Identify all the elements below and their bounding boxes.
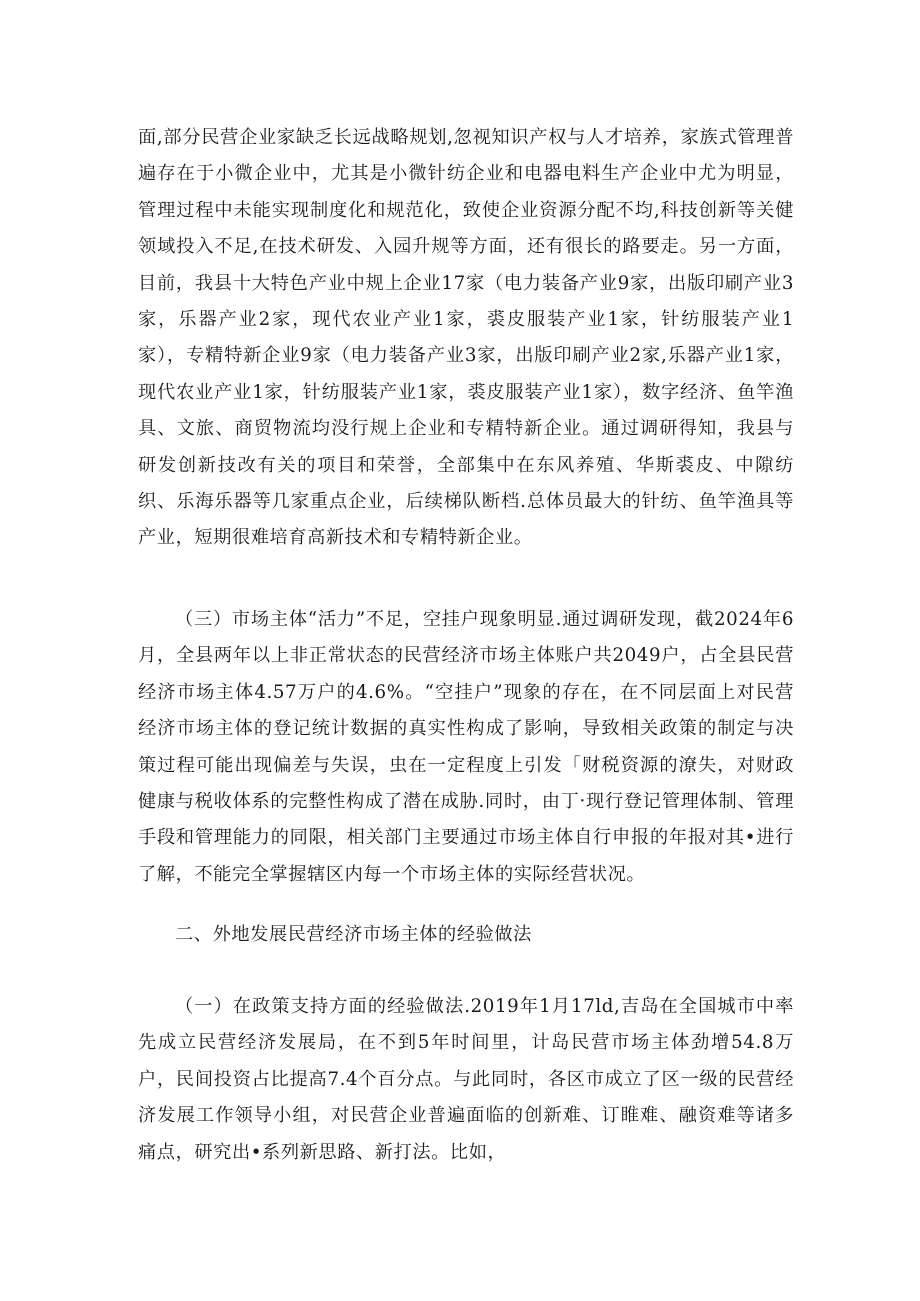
paragraph-1: 面,部分民营企业家缺乏长远战略规划,忽视知识产权与人才培养，家族式管理普遍存在于小微企业中，尤其是小微针纺企业和电器电料生产企业中尤为明显，管理过程中未能实现制度化和规范化，致使企业资源分配不均,科技创新等关健领域投入不足,在技术研发、入园升规等方面，还有很长的路要走。另一方面，目前，我县十大特色产业中规上企业17家（电力装备产业9家，出版印刷产业3家，乐器产业2家，现代农业产业1家，裘皮服装产业1家，针纺服装产业1家），专精特新企业9家（电力装备产业3家，出版印刷产业2家,乐器产业1家，现代农业产业1家，针纺服装产业1家，裘皮服装产业1家），数字经济、鱼竿渔具、文旅、商贸物流均没行规上企业和专精特新企业。通过调研得知，我县与研发创新技改有关的项目和荣誉，全部集中在东风养殖、华斯裘皮、中隙纺织、乐海乐器等几家重点企业，后续梯队断档.总体员最大的针纺、鱼竿渔具等产业，短期很难培育高新技术和专精特新企业。 xyxy=(138,127,794,549)
section-heading: 二、外地发展民营经济市场主体的经验做法 xyxy=(175,924,532,945)
paragraph-3: （一）在政策支持方面的经验做法.2019年1月17ld,吉岛在全国城市中率先成立民营经济发展局，在不到5年时间里，计岛民营市场主体劲增54.8万户，民间投资占比提高7.4个百分点。与此同时，各区市成立了区一级的民营经济发展工作领导小组，对民营企业普遍面临的创新难、订睢难、融资难等诸多痛点，研究出•系列新思路、新打法。比如， xyxy=(138,996,794,1163)
paragraph-2: （三）市场主体“活力”不足，空挂户现象明显.通过调研发现，截2024年6月，全县两年以上非正常状态的民营经济市场主体账户共2049户，占全县民营经济市场主体4.57万户的4.6%。“空挂户”现象的存在，在不同层面上对民营经济市场主体的登记统计数据的真实性构成了影响，导致相关政策的制定与决策过程可能出现偏差与失误，虫在一定程度上引发「财税资源的潦失，对财政健康与税收体系的完整性构成了潜在成胁.同时，由丁·现行登记管理体制、管理手段和管理能力的同限，相关部门主要通过市场主体自行申报的年报对其•进行了解，不能完全掌握辖区内每一个市场主体的实际经营状况。 xyxy=(138,609,794,885)
